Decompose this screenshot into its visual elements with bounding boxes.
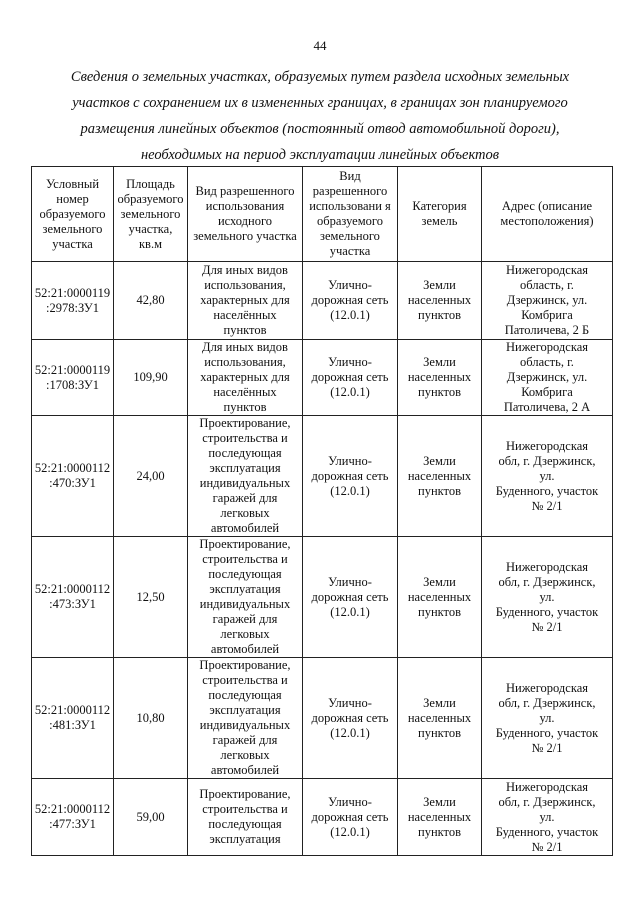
cell-address: Нижегородская область, г. Дзержинск, ул. Комбрига Патоличева, 2 Б bbox=[482, 262, 613, 340]
table-row bbox=[32, 658, 613, 779]
title-line: необходимых на период эксплуатации линейных объектов bbox=[140, 147, 500, 163]
page-number: 44 bbox=[313, 38, 327, 53]
table-header-row bbox=[32, 167, 613, 262]
land-plots-table bbox=[31, 166, 613, 856]
cell-plot-number: 52:21:0000112 :473:ЗУ1 bbox=[32, 537, 114, 658]
cell-new-use: Улично- дорожная сеть (12.0.1) bbox=[303, 262, 398, 340]
cell-source-use: Для иных видов использования, характерных для населённых пунктов bbox=[188, 340, 303, 416]
cell-new-use: Улично- дорожная сеть (12.0.1) bbox=[303, 658, 398, 779]
cell-new-use: Улично- дорожная сеть (12.0.1) bbox=[303, 340, 398, 416]
header-plot-number: Условный номер образуемого земельного участка bbox=[32, 167, 114, 262]
cell-source-use: Для иных видов использования, характерных для населённых пунктов bbox=[188, 262, 303, 340]
cell-new-use: Улично- дорожная сеть (12.0.1) bbox=[303, 779, 398, 856]
cell-source-use: Проектирование, строительства и последующая эксплуатация bbox=[188, 779, 303, 856]
cell-address: Нижегородская обл, г. Дзержинск, ул. Буденного, участок № 2/1 bbox=[482, 416, 613, 537]
cell-address: Нижегородская обл, г. Дзержинск, ул. Буденного, участок № 2/1 bbox=[482, 537, 613, 658]
cell-area: 24,00 bbox=[114, 416, 188, 537]
cell-source-use: Проектирование, строительства и последующая эксплуатация индивидуальных гаражей для легковых автомобилей bbox=[188, 416, 303, 537]
cell-new-use: Улично- дорожная сеть (12.0.1) bbox=[303, 416, 398, 537]
header-area: Площадь образуемого земельного участка, кв.м bbox=[114, 167, 188, 262]
table-row bbox=[32, 262, 613, 340]
title-line: размещения линейных объектов (постоянный отвод автомобильной дороги), bbox=[80, 121, 560, 137]
header-land-category: Категория земель bbox=[398, 167, 482, 262]
cell-land-category: Земли населенных пунктов bbox=[398, 658, 482, 779]
cell-address: Нижегородская область, г. Дзержинск, ул. Комбрига Патоличева, 2 А bbox=[482, 340, 613, 416]
cell-source-use: Проектирование, строительства и последующая эксплуатация индивидуальных гаражей для легковых автомобилей bbox=[188, 537, 303, 658]
cell-plot-number: 52:21:0000112 :477:ЗУ1 bbox=[32, 779, 114, 856]
title-line: Сведения о земельных участках, образуемых путем раздела исходных земельных bbox=[70, 69, 570, 85]
cell-land-category: Земли населенных пунктов bbox=[398, 262, 482, 340]
cell-source-use: Проектирование, строительства и последующая эксплуатация индивидуальных гаражей для легковых автомобилей bbox=[188, 658, 303, 779]
cell-land-category: Земли населенных пунктов bbox=[398, 779, 482, 856]
header-source-use: Вид разрешенного использования исходного земельного участка bbox=[188, 167, 303, 262]
cell-area: 12,50 bbox=[114, 537, 188, 658]
table-body bbox=[32, 262, 613, 856]
cell-area: 59,00 bbox=[114, 779, 188, 856]
header-new-use: Вид разрешенного использовани я образуемого земельного участка bbox=[303, 167, 398, 262]
table-row bbox=[32, 537, 613, 658]
header-address: Адрес (описание местоположения) bbox=[482, 167, 613, 262]
cell-area: 42,80 bbox=[114, 262, 188, 340]
cell-plot-number: 52:21:0000119 :2978:ЗУ1 bbox=[32, 262, 114, 340]
cell-plot-number: 52:21:0000119 :1708:ЗУ1 bbox=[32, 340, 114, 416]
table-row bbox=[32, 416, 613, 537]
document-title bbox=[60, 64, 580, 168]
cell-address: Нижегородская обл, г. Дзержинск, ул. Буденного, участок № 2/1 bbox=[482, 658, 613, 779]
cell-land-category: Земли населенных пунктов bbox=[398, 340, 482, 416]
cell-plot-number: 52:21:0000112 :470:ЗУ1 bbox=[32, 416, 114, 537]
cell-area: 109,90 bbox=[114, 340, 188, 416]
cell-new-use: Улично- дорожная сеть (12.0.1) bbox=[303, 537, 398, 658]
cell-plot-number: 52:21:0000112 :481:ЗУ1 bbox=[32, 658, 114, 779]
table-row bbox=[32, 340, 613, 416]
cell-area: 10,80 bbox=[114, 658, 188, 779]
cell-land-category: Земли населенных пунктов bbox=[398, 416, 482, 537]
cell-address: Нижегородская обл, г. Дзержинск, ул. Буденного, участок № 2/1 bbox=[482, 779, 613, 856]
table-row bbox=[32, 779, 613, 856]
title-line: участков с сохранением их в измененных границах, в границах зон планируемого bbox=[72, 95, 568, 111]
cell-land-category: Земли населенных пунктов bbox=[398, 537, 482, 658]
